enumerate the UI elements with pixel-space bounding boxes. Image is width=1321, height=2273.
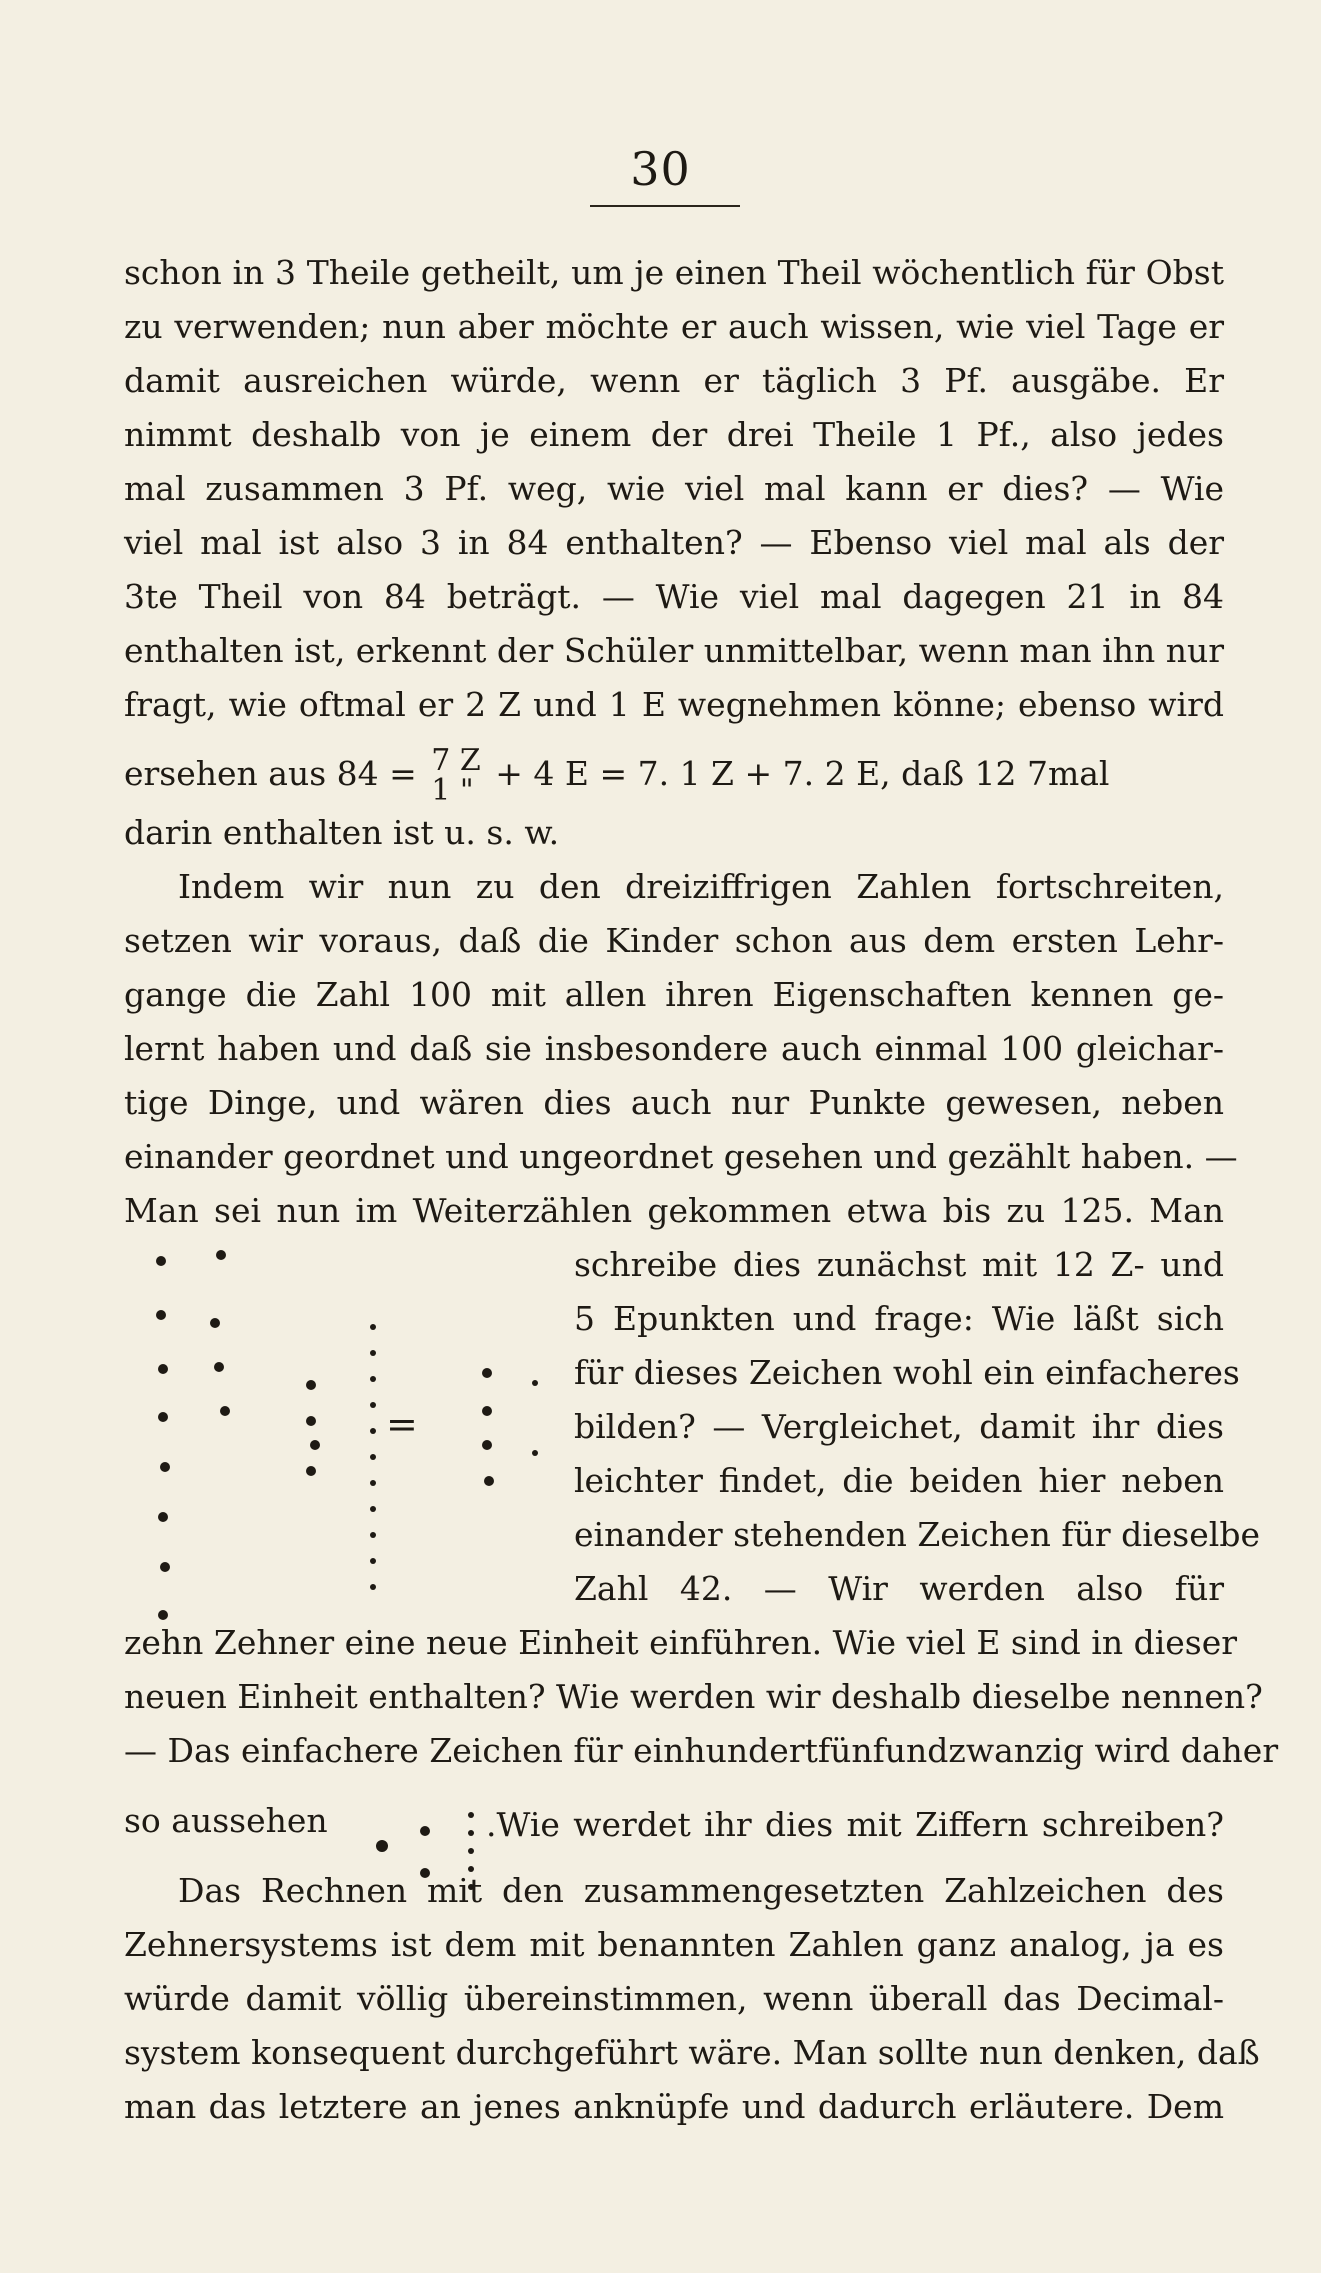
dot — [156, 1256, 166, 1266]
text-line: schreibe dies zunächst mit 12 Z- und — [574, 1245, 1224, 1284]
small-dot — [532, 1380, 538, 1386]
small-dot — [370, 1506, 376, 1512]
text-line: man das letztere an jenes anknüpfe und dadurch erläutere. Dem — [124, 2087, 1224, 2126]
text-line: damit ausreichen würde, wenn er täglich 3 Pf. ausgäbe. Er — [124, 361, 1224, 400]
dot-diagram — [150, 1240, 560, 1620]
dot — [210, 1318, 220, 1328]
text-line: würde damit völlig übereinstimmen, wenn überall das Decimal- — [124, 1979, 1224, 2018]
small-dot — [532, 1450, 538, 1456]
page-number: 30 — [630, 142, 691, 196]
text-line: so aussehen — [124, 1801, 328, 1840]
text-line: lernt haben und daß sie insbesondere auch einmal 100 gleichar- — [124, 1029, 1224, 1068]
text-line: 3te Theil von 84 beträgt. — Wie viel mal dagegen 21 in 84 — [124, 577, 1224, 616]
dot — [306, 1380, 316, 1390]
text-line: .Wie werdet ihr dies mit Ziffern schreiben? — [486, 1805, 1224, 1844]
text-line: leichter findet, die beiden hier neben — [574, 1461, 1224, 1500]
small-dot — [370, 1558, 376, 1564]
small-dot — [370, 1428, 376, 1434]
formula-suffix: + 4 E = 7. 1 Z + 7. 2 E, daß 12 7mal — [495, 754, 1110, 793]
dot — [484, 1476, 494, 1486]
text-line: einander geordnet und ungeordnet gesehen und gezählt haben. — — [124, 1137, 1238, 1176]
dot — [158, 1412, 168, 1422]
text-line: enthalten ist, erkennt der Schüler unmittelbar, wenn man ihn nur — [124, 631, 1224, 670]
text-line: Zehnersystems ist dem mit benannten Zahlen ganz analog, ja es — [124, 1925, 1224, 1964]
text-line: zehn Zehner eine neue Einheit einführen. Wie viel E sind in dieser — [124, 1623, 1238, 1662]
dot — [306, 1466, 316, 1476]
fraction-bottom: 1 " — [431, 773, 474, 808]
dot — [482, 1440, 492, 1450]
dot — [160, 1462, 170, 1472]
text-line: für dieses Zeichen wohl ein einfacheres — [574, 1353, 1240, 1392]
small-dot — [468, 1812, 474, 1818]
page-number-rule — [590, 205, 740, 207]
dot — [420, 1826, 430, 1836]
small-dot — [370, 1402, 376, 1408]
small-dot — [370, 1376, 376, 1382]
text-line: 5 Epunkten und frage: Wie läßt sich — [574, 1299, 1224, 1338]
dot — [482, 1368, 492, 1378]
small-dot — [468, 1830, 474, 1836]
dot — [376, 1840, 388, 1852]
small-dot — [370, 1324, 376, 1330]
small-dot — [370, 1532, 376, 1538]
dot — [220, 1406, 230, 1416]
text-line: viel mal ist also 3 in 84 enthalten? — Ebenso viel mal als der — [124, 523, 1224, 562]
paragraph-start: Das Rechnen mit den zusammengesetzten Zahlzeichen des — [178, 1871, 1224, 1910]
fraction — [431, 743, 481, 808]
text-line: neuen Einheit enthalten? Wie werden wir deshalb dieselbe nennen? — [124, 1677, 1263, 1716]
text-line: tige Dinge, und wären dies auch nur Punkte gewesen, neben — [124, 1083, 1224, 1122]
text-line: Man sei nun im Weiterzählen gekommen etwa bis zu 125. Man — [124, 1191, 1224, 1230]
dot — [214, 1362, 224, 1372]
text-line: setzen wir voraus, daß die Kinder schon aus dem ersten Lehr- — [124, 921, 1224, 960]
text-line: fragt, wie oftmal er 2 Z und 1 E wegnehmen könne; ebenso wird — [124, 685, 1224, 724]
formula-line — [124, 743, 1224, 808]
text-line: mal zusammen 3 Pf. weg, wie viel mal kann er dies? — Wie — [124, 469, 1224, 508]
small-dot — [468, 1848, 474, 1854]
paragraph-start: Indem wir nun zu den dreiziffrigen Zahlen fortschreiten, — [178, 867, 1224, 906]
text-line: gange die Zahl 100 mit allen ihren Eigenschaften kennen ge- — [124, 975, 1224, 1014]
equals-sign: = — [386, 1402, 418, 1446]
text-line: nimmt deshalb von je einem der drei Theile 1 Pf., also jedes — [124, 415, 1224, 454]
text-line: — Das einfachere Zeichen für einhundertfünfundzwanzig wird daher — [124, 1731, 1279, 1770]
dot — [310, 1440, 320, 1450]
dot — [482, 1406, 492, 1416]
text-line: Zahl 42. — Wir werden also für — [574, 1569, 1224, 1608]
formula-prefix: ersehen aus 84 = — [124, 754, 417, 793]
small-dot — [370, 1584, 376, 1590]
dot — [156, 1310, 166, 1320]
small-dot — [370, 1454, 376, 1460]
dot — [216, 1250, 226, 1260]
dot — [158, 1512, 168, 1522]
dot — [158, 1364, 168, 1374]
dot — [160, 1562, 170, 1572]
dot — [306, 1416, 316, 1426]
text-line: system konsequent durchgeführt wäre. Man sollte nun denken, daß — [124, 2033, 1260, 2072]
small-dot — [370, 1480, 376, 1486]
text-line: zu verwenden; nun aber möchte er auch wissen, wie viel Tage er — [124, 307, 1224, 346]
fraction-top: 7 Z — [431, 743, 481, 778]
text-line: bilden? — Vergleichet, damit ihr dies — [574, 1407, 1224, 1446]
small-dot — [370, 1350, 376, 1356]
text-line: schon in 3 Theile getheilt, um je einen Theil wöchentlich für Obst — [124, 253, 1224, 292]
text-line: darin enthalten ist u. s. w. — [124, 813, 560, 852]
text-line: einander stehenden Zeichen für dieselbe — [574, 1515, 1260, 1554]
